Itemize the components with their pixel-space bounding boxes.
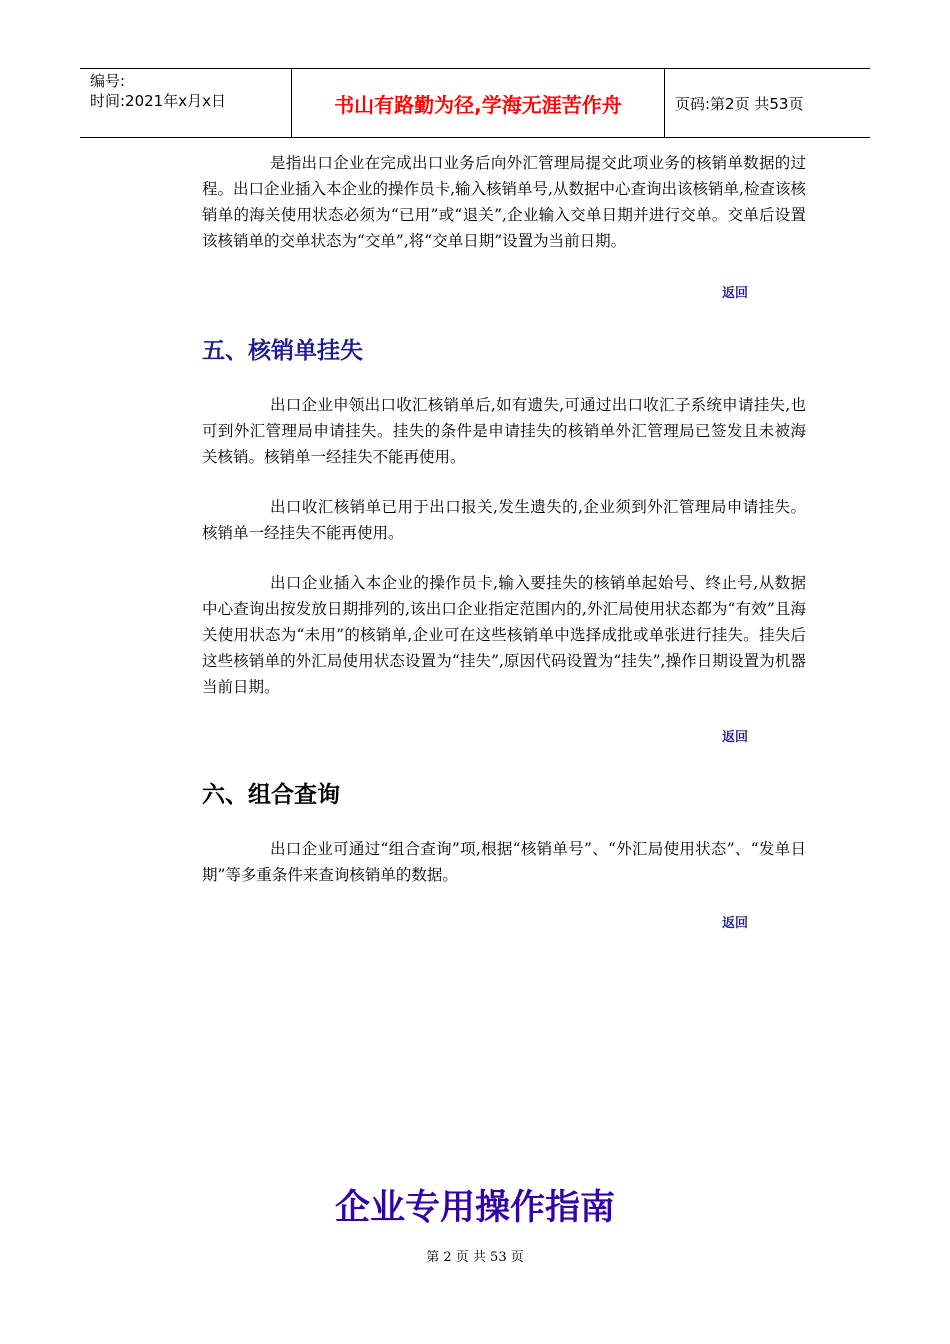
page-header: [80, 68, 870, 138]
header-meta: [80, 69, 292, 137]
document-time-label: 时间:2021年x月x日: [90, 92, 226, 110]
section-5-paragraph-2: 出口收汇核销单已用于出口报关,发生遗失的,企业须到外汇管理局申请挂失。核销单一经挂失不能再使用。: [202, 498, 806, 542]
section-5-title: 五、核销单挂失: [202, 338, 363, 364]
section-6-paragraph: 出口企业可通过“组合查询”项,根据“核销单号”、“外汇局使用状态”、“发单日期”等多重条件来查询核销单的数据。: [202, 840, 806, 884]
header-motto: 书山有路勤为径,学海无涯苦作舟: [292, 69, 665, 137]
document-body: [202, 150, 806, 934]
section-5-paragraph-1: 出口企业申领出口收汇核销单后,如有遗失,可通过出口收汇子系统申请挂失,也可到外汇管理局申请挂失。挂失的条件是申请挂失的核销单外汇管理局已签发且未被海关核销。核销单一经挂失不能再使用。: [202, 396, 806, 466]
back-link[interactable]: 返回: [721, 916, 748, 931]
header-page-info: 页码:第2页 共53页: [675, 94, 804, 113]
intro-paragraph: 是指出口企业在完成出口业务后向外汇管理局提交此项业务的核销单数据的过程。出口企业插入本企业的操作员卡,输入核销单号,从数据中心查询出该核销单,检查该核销单的海关使用状态必须为“已用”或“退关”,企业输入交单日期并进行交单。交单后设置该核销单的交单状态为“交单”,将“交单日期”设置为当前日期。: [202, 154, 806, 250]
back-link[interactable]: 返回: [721, 286, 748, 301]
document-number-label: 编号:: [90, 72, 126, 90]
back-link[interactable]: 返回: [721, 730, 748, 745]
footer-page-number: 第 2 页 共 53 页: [426, 1250, 524, 1265]
section-6-title: 六、组合查询: [202, 782, 340, 808]
section-5-paragraph-3: 出口企业插入本企业的操作员卡,输入要挂失的核销单起始号、终止号,从数据中心查询出按发放日期排列的,该出口企业指定范围内的,外汇局使用状态都为“有效”且海关使用状态为“未用”的核销单,企业可在这些核销单中选择成批或单张进行挂失。挂失后这些核销单的外汇局使用状态设置为“挂失”,原因代码设置为“挂失”,操作日期设置为机器当前日期。: [202, 574, 806, 696]
footer-title: 企业专用操作指南: [334, 1187, 615, 1228]
